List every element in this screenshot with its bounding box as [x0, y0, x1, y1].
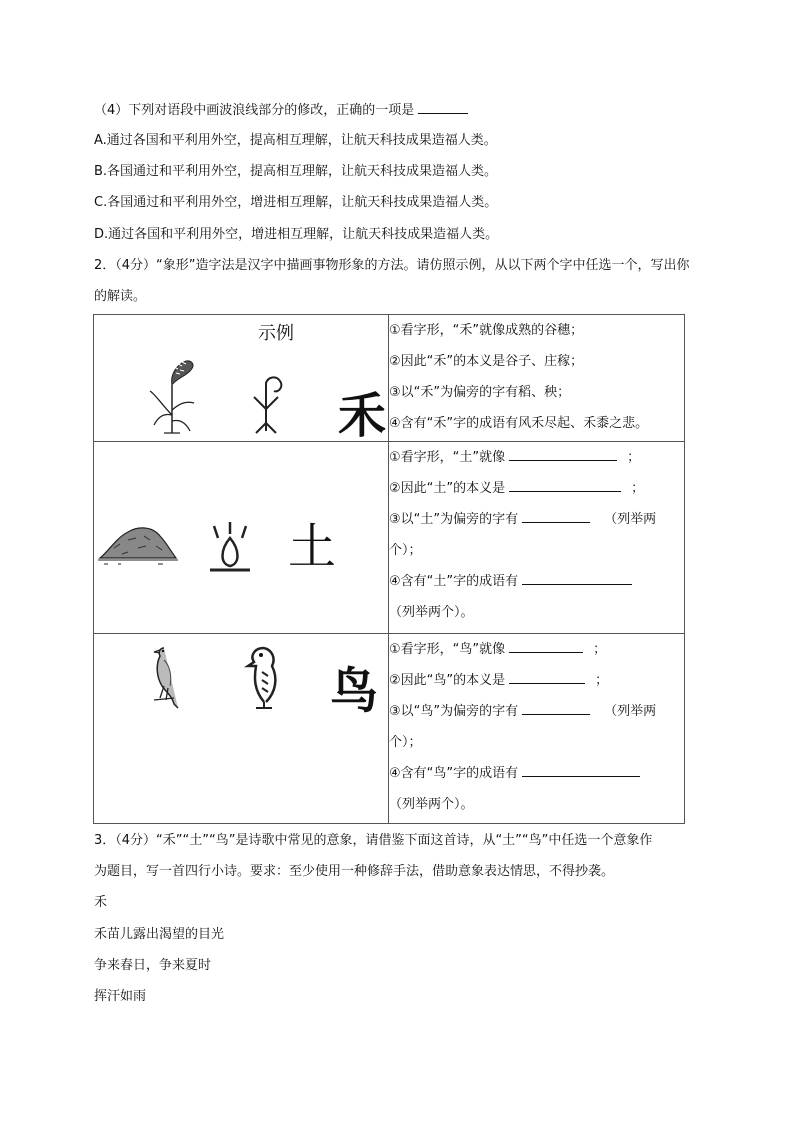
tu-line-1: ①看字形，“土”就像 ；: [389, 450, 641, 465]
table-row: [94, 634, 685, 824]
q1-4-option-d: D.通过各国和平利用外空，增进相互理解，让航天科技成果造福人类。: [94, 227, 499, 242]
tu-line-3-cont: 个）；: [389, 543, 422, 558]
ancient-tu-glyph-icon: [208, 516, 252, 576]
niao-line-2: ②因此“鸟”的本义是 ；: [389, 673, 609, 688]
answer-blank[interactable]: [522, 764, 640, 777]
example-line-3: ③以“禾”为偏旁的字有稻、秧；: [389, 385, 571, 400]
tu-line-4: ④含有“土”字的成语有: [389, 566, 684, 597]
tu-picture-cell: [94, 442, 389, 634]
tu-line-2: ②因此“土”的本义是 ；: [389, 481, 645, 496]
example-label: 示例: [258, 323, 294, 344]
example-character: 禾: [338, 388, 387, 444]
q1-4-option-c: C.各国通过和平利用外空，增进相互理解，让航天科技成果造福人类。: [94, 195, 498, 210]
answer-blank[interactable]: [522, 510, 590, 523]
niao-line-3: ③以“鸟”为偏旁的字有 （列举两: [389, 704, 657, 719]
niao-line-4: ④含有“鸟”字的成语有: [389, 758, 684, 789]
poem-line-3: 挥汗如雨: [94, 989, 147, 1004]
answer-blank[interactable]: [509, 640, 583, 653]
niao-character: 鸟: [330, 663, 379, 719]
tu-character: 土: [288, 519, 337, 575]
tu-line-5: （列举两个）。: [389, 605, 474, 620]
q1-4-option-b: B.各国通过和平利用外空，提高相互理解，让航天科技成果造福人类。: [94, 164, 498, 179]
rice-plant-drawing-icon: [144, 355, 204, 435]
answer-blank[interactable]: [509, 448, 617, 461]
niao-line-5: （列举两个）。: [389, 797, 474, 812]
table-row: [94, 442, 685, 634]
niao-line-1: ①看字形，“鸟”就像 ；: [389, 642, 607, 657]
q1-4-stem: （4）下列对语段中画波浪线部分的修改，正确的一项是: [94, 101, 472, 120]
answer-blank[interactable]: [418, 101, 468, 114]
tu-text-cell: [389, 442, 685, 634]
ancient-niao-glyph-icon: [244, 644, 284, 708]
niao-line-3-cont: 个）；: [389, 735, 422, 750]
poem-line-2: 争来春日，争来夏时: [94, 958, 212, 973]
q2-stem-line2: 的解读。: [94, 289, 147, 304]
tu-line-3: ③以“土”为偏旁的字有 （列举两: [389, 512, 657, 527]
bird-drawing-icon: [150, 642, 190, 712]
table-row: [94, 315, 685, 442]
example-line-2: ②因此“禾”的本义是谷子、庄稼；: [389, 354, 584, 369]
answer-blank[interactable]: [522, 702, 590, 715]
answer-blank[interactable]: [509, 479, 621, 492]
example-picture-cell: [94, 315, 389, 442]
example-line-4: ④含有“禾”字的成语有风禾尽起、禾黍之悲。: [389, 416, 649, 431]
poem-title: 禾: [94, 895, 108, 910]
answer-blank[interactable]: [509, 671, 585, 684]
pictograph-table: [93, 314, 685, 824]
answer-blank[interactable]: [522, 572, 632, 585]
niao-text-cell: [389, 634, 685, 824]
example-text-cell: [389, 315, 685, 442]
niao-picture-cell: [94, 634, 389, 824]
earth-mound-drawing-icon: [98, 518, 178, 568]
q1-4-option-a: A.通过各国和平利用外空，提高相互理解，让航天科技成果造福人类。: [94, 133, 497, 148]
q3-stem-line2: 为题目，写一首四行小诗。要求：至少使用一种修辞手法，借助意象表达情思，不得抄袭。: [94, 864, 615, 879]
q3-stem-line1: 3．（4分）“禾”“土”“鸟”是诗歌中常见的意象，请借鉴下面这首诗，从“土”“鸟”中任选一个意象作: [94, 833, 653, 848]
example-line-1: ①看字形，“禾”就像成熟的谷穗；: [389, 323, 584, 338]
poem-line-1: 禾苗儿露出渴望的目光: [94, 927, 225, 942]
q2-stem-line1: 2．（4分）“象形”造字法是汉字中描画事物形象的方法。请仿照示例，从以下两个字中任选一个，写出你: [94, 258, 690, 273]
ancient-he-glyph-icon: [250, 373, 290, 433]
